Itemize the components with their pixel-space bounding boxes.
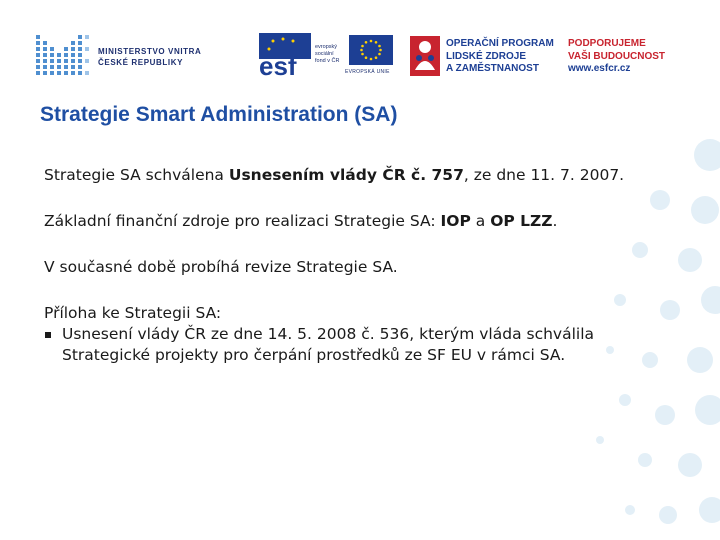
support-slogan — [568, 38, 688, 76]
p1-resolution: Usnesením vlády ČR č. 757 — [228, 166, 464, 184]
support-line-1: PODPORUJEME — [568, 38, 646, 49]
op-people-icon — [410, 36, 440, 76]
op-lzz-logo — [410, 36, 560, 80]
slide-content — [44, 164, 644, 366]
bullet-item — [44, 324, 644, 366]
paragraph-revision: V současné době probíhá revize Strategie SA. — [44, 258, 398, 276]
support-line-2: VAŠI BUDOUCNOST — [568, 50, 666, 62]
p2-iop: IOP — [440, 212, 471, 230]
bullet-line-1: Usnesení vlády ČR ze dne 14. 5. 2008 č. 536, kterým vláda schválila — [62, 325, 595, 343]
op-line-3: A ZAMĚSTNANOST — [446, 63, 539, 74]
paragraph-approval — [44, 164, 644, 186]
bullet-square-icon — [45, 332, 51, 338]
esf-eu-logo — [259, 33, 395, 77]
ministry-line-2: ČESKÉ REPUBLIKY — [98, 58, 184, 67]
p2-text-c: a — [470, 212, 491, 230]
paragraph-attachment: Příloha ke Strategii SA: — [44, 304, 222, 322]
esf-caption-line-1: evropský — [315, 44, 338, 50]
paragraph-funding — [44, 210, 644, 232]
eu-caption: EVROPSKÁ UNIE — [345, 69, 390, 75]
esf-caption-line-2: sociální — [315, 51, 334, 57]
p1-text-c: , ze dne 11. 7. 2007. — [463, 166, 625, 184]
esf-caption-line-3: fond v ČR — [315, 58, 340, 64]
bullet-line-2: Strategické projekty pro čerpání prostředků ze SF EU v rámci SA. — [62, 346, 566, 364]
p2-op-lzz: OP LZZ — [490, 212, 553, 230]
eu-flag-icon — [349, 35, 393, 65]
ministry-name — [98, 46, 201, 68]
slide-title: Strategie Smart Administration (SA) — [40, 103, 398, 126]
p2-text-e: . — [552, 212, 558, 230]
esf-mark-text: esf — [259, 51, 297, 77]
op-line-2: LIDSKÉ ZDROJE — [446, 50, 527, 62]
p1-text-a: Strategie SA schválena — [44, 166, 229, 184]
ministry-grid-icon — [36, 33, 94, 77]
p2-text-a: Základní finanční zdroje pro realizaci Strategie SA: — [44, 212, 441, 230]
op-name — [446, 38, 554, 76]
op-line-1: OPERAČNÍ PROGRAM — [446, 38, 554, 49]
esf-logo-icon — [259, 33, 311, 77]
ministry-logo — [36, 33, 206, 79]
ministry-line-1: MINISTERSTVO VNITRA — [98, 47, 202, 56]
support-url: www.esfcr.cz — [568, 63, 631, 74]
